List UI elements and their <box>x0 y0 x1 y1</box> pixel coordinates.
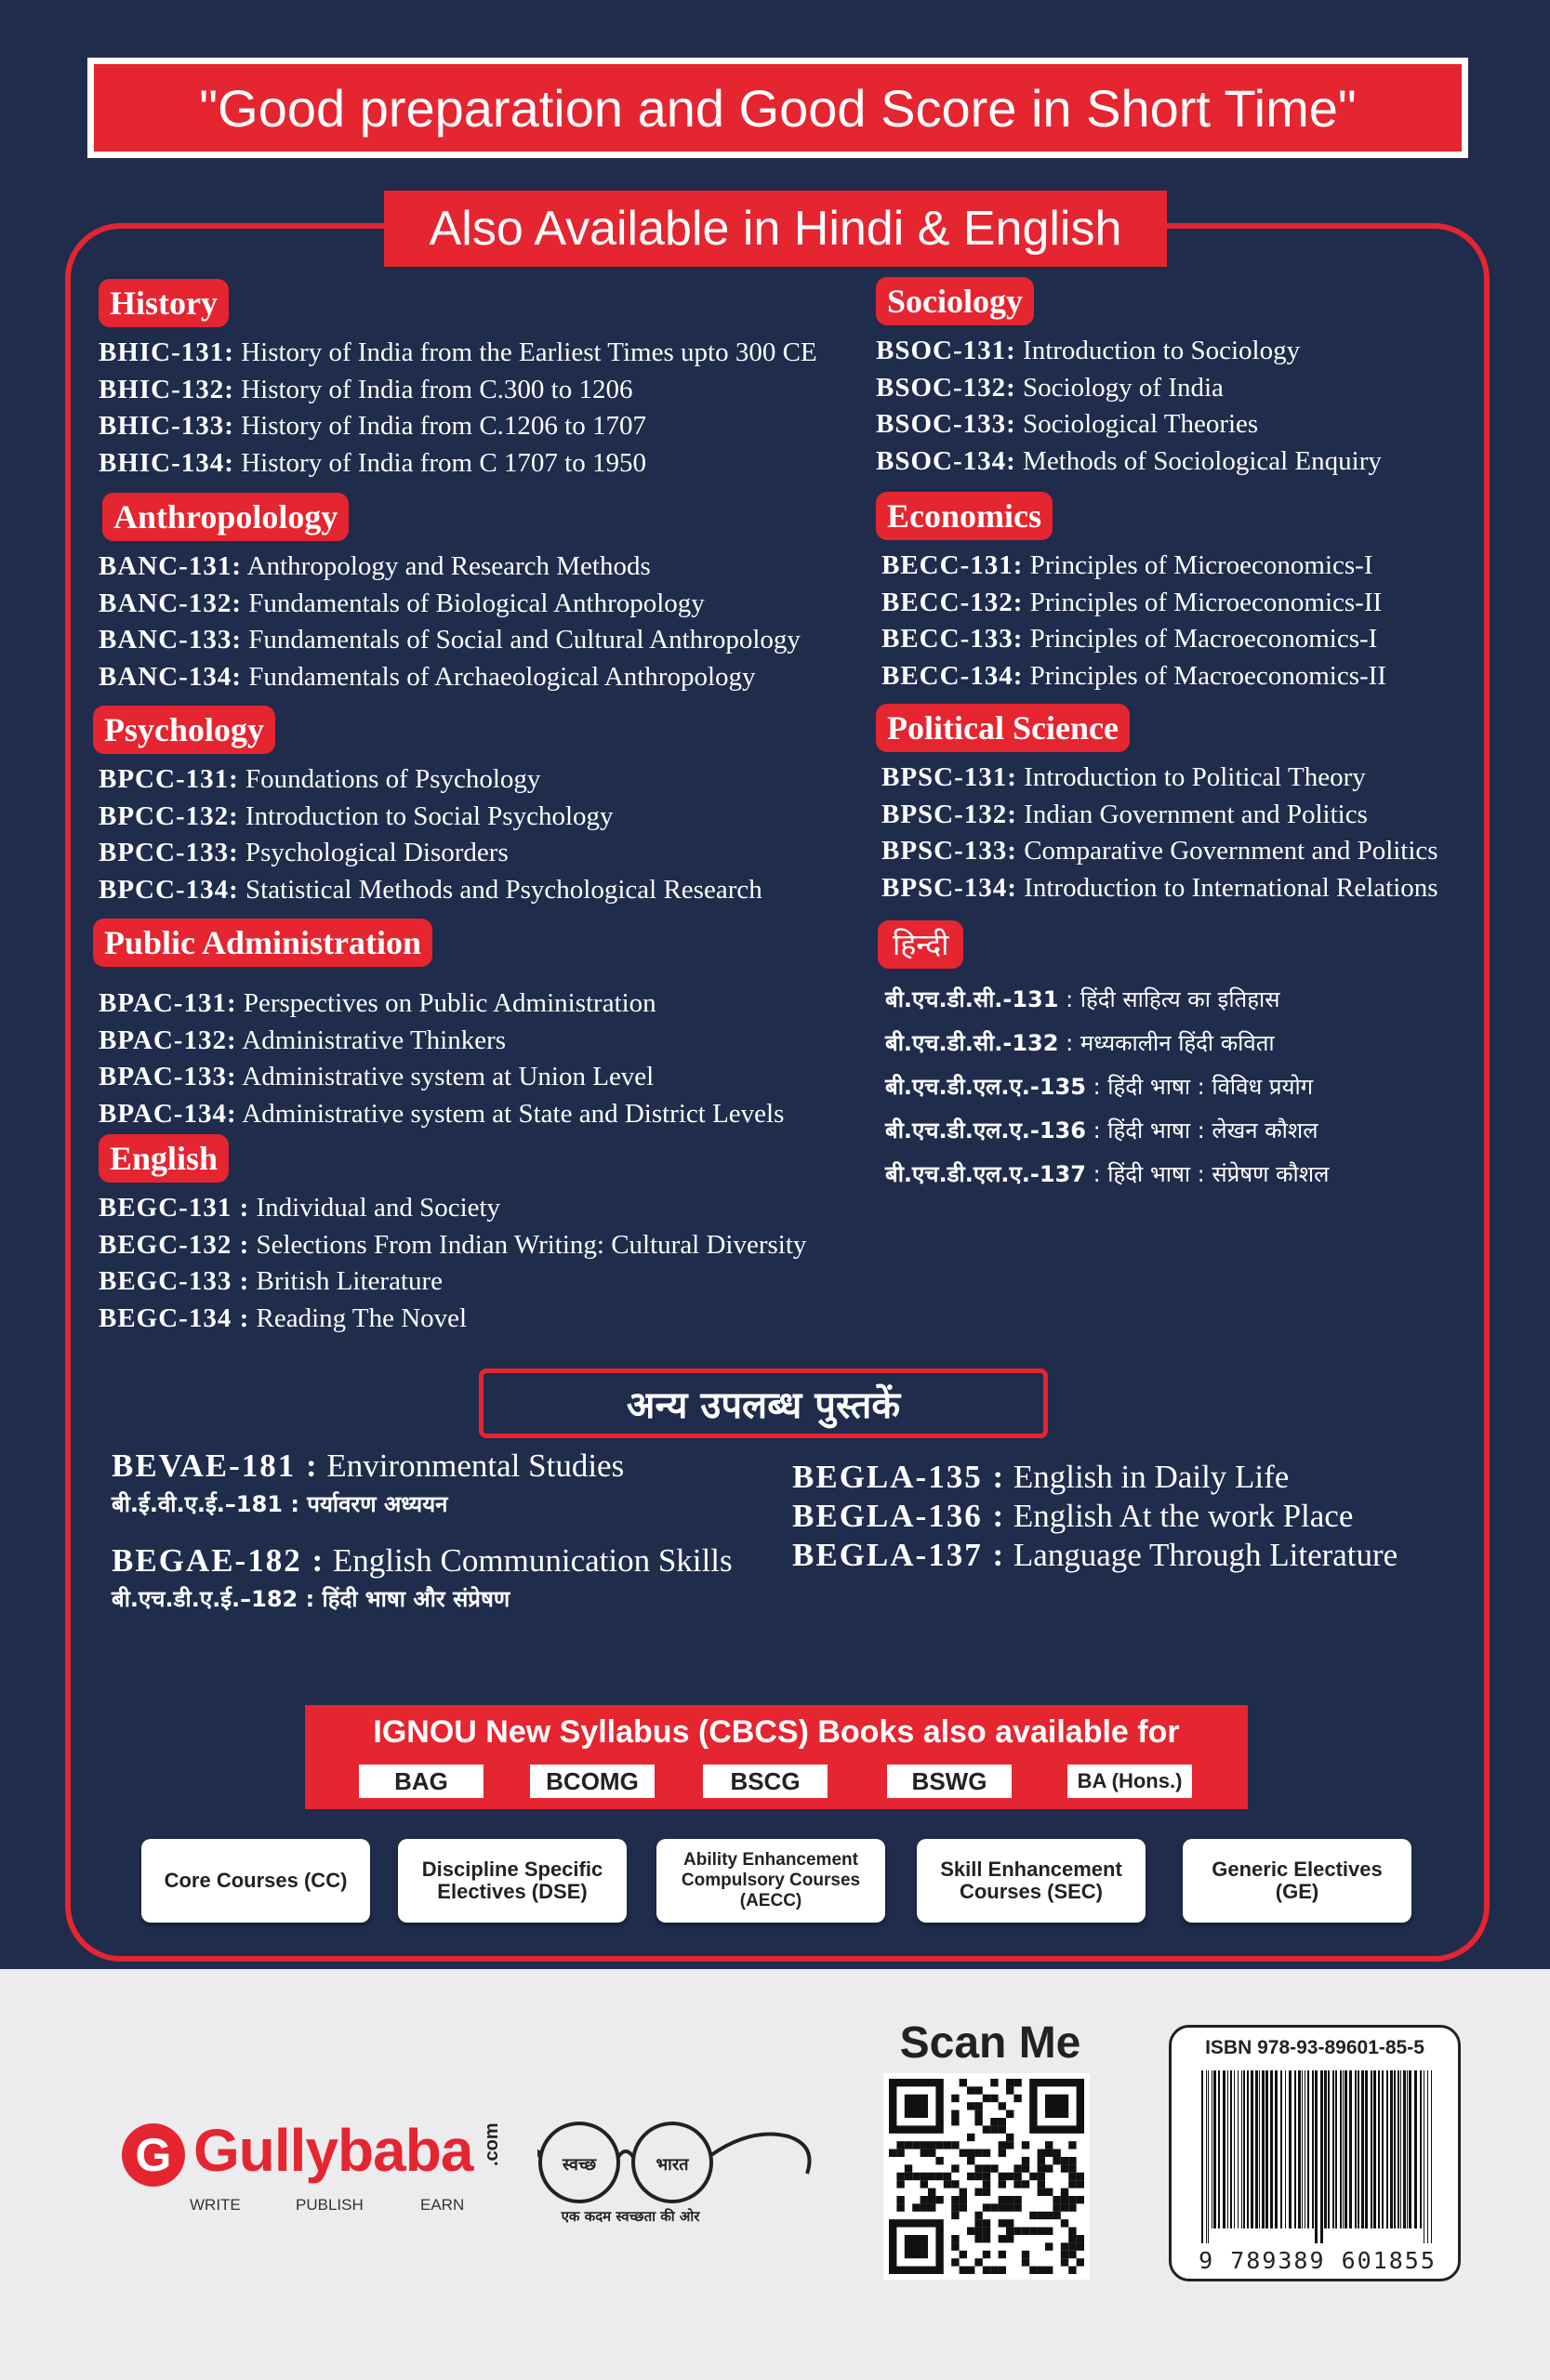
section-title: Psychology <box>93 706 275 754</box>
list-item: BECC-134: Principles of Macroeconomics-II <box>881 660 1386 691</box>
list-item: BECC-131: Principles of Microeconomics-I <box>881 550 1373 580</box>
book-item: BEGAE-182 : English Communication Skills <box>112 1542 733 1579</box>
isbn-barcode <box>1169 2025 1461 2281</box>
swachh-left-text: स्वच्छ <box>562 2155 597 2175</box>
cbcs-title: IGNOU New Syllabus (CBCS) Books also available for <box>373 1714 1180 1750</box>
section-psychology <box>93 706 883 908</box>
availability-text: Also Available in Hindi & English <box>429 202 1122 256</box>
section-title: Anthropolology <box>102 493 349 541</box>
list-item: BHIC-131: History of India from the Earliest Times upto 300 CE <box>99 337 817 367</box>
section-anthropology <box>99 493 889 695</box>
list-item: BECC-133: Principles of Macroeconomics-I <box>881 624 1378 654</box>
isbn-text: ISBN 978-93-89601-85-5 <box>1205 2037 1424 2058</box>
list-item: BHIC-132: History of India from C.300 to 1206 <box>99 374 633 404</box>
other-books-left <box>112 1447 733 1618</box>
swachh-right-text: भारत <box>656 2155 689 2175</box>
section-hindi <box>878 920 1491 1197</box>
program-chip: BA (Hons.) <box>1067 1765 1192 1798</box>
course-card: Discipline Specific Electives (DSE) <box>398 1839 627 1923</box>
logo-tagline-write: WRITE <box>190 2196 241 2214</box>
list-item: BANC-132: Fundamentals of Biological Anthropology <box>99 588 705 618</box>
qr-code-icon <box>889 2079 1084 2274</box>
list-item: BANC-134: Fundamentals of Archaeological Anthropology <box>99 661 756 692</box>
logo-tagline-earn: EARN <box>420 2196 465 2214</box>
list-item: BANC-133: Fundamentals of Social and Cultural Anthropology <box>99 625 801 654</box>
cbcs-banner <box>305 1705 1248 1809</box>
list-item: BHIC-133: History of India from C.1206 to 1707 <box>99 411 646 441</box>
list-item: BSOC-133: Sociological Theories <box>876 409 1259 439</box>
course-card: Generic Electives (GE) <box>1183 1839 1411 1923</box>
list-item: BHIC-134: History of India from C 1707 to 1950 <box>99 447 646 478</box>
other-books-right <box>792 1458 1398 1575</box>
section-english <box>99 1134 889 1337</box>
section-title: English <box>99 1134 229 1183</box>
section-public-administration <box>93 919 883 1132</box>
logo-domain: .com <box>482 2122 502 2166</box>
scan-me-label: Scan Me <box>899 2018 1081 2068</box>
section-title: History <box>99 279 229 327</box>
slogan-text: "Good preparation and Good Score in Short Time" <box>199 78 1357 138</box>
swachh-caption: एक कदम स्वच्छता की ओर <box>561 2208 700 2225</box>
list-item: बी.एच.डी.एल.ए.-137 : हिंदी भाषा : संप्रेषण कौशल <box>885 1161 1330 1187</box>
list-item: BEGC-131 : Individual and Society <box>99 1193 501 1223</box>
qr-code <box>883 2073 1090 2280</box>
list-item: BPCC-132: Introduction to Social Psychology <box>99 800 614 831</box>
list-item: बी.एच.डी.सी.-132 : मध्यकालीन हिंदी कविता <box>885 1030 1275 1056</box>
list-item: BPSC-134: Introduction to International Relations <box>881 872 1438 903</box>
section-history <box>99 279 889 482</box>
book-item-hindi: बी.ई.वी.ए.ई.–181 : पर्यावरण अध्ययन <box>112 1491 448 1517</box>
list-item: BPAC-133: Administrative system at Union Level <box>99 1062 655 1091</box>
list-item: BEGC-134 : Reading The Novel <box>99 1302 468 1333</box>
list-item: BEGC-133 : British Literature <box>99 1266 444 1296</box>
section-title: Sociology <box>876 277 1034 325</box>
list-item: BSOC-132: Sociology of India <box>876 372 1224 403</box>
section-political-science <box>876 704 1490 906</box>
section-economics <box>876 492 1490 694</box>
book-item: BEGLA-135 : English in Daily Life <box>792 1459 1290 1495</box>
list-item: बी.एच.डी.एल.ए.-136 : हिंदी भाषा : लेखन कौशल <box>885 1117 1318 1144</box>
list-item: BPAC-132: Administrative Thinkers <box>99 1025 507 1055</box>
barcode-digits: 9 789389 601855 <box>1199 2247 1437 2274</box>
list-item: BPCC-134: Statistical Methods and Psychological Research <box>99 874 762 905</box>
list-item: BPAC-131: Perspectives on Public Administration <box>99 988 656 1018</box>
section-title: Public Administration <box>93 919 432 967</box>
book-item: BEGLA-136 : English At the work Place <box>792 1498 1354 1534</box>
list-item: BPCC-133: Psychological Disorders <box>99 838 509 867</box>
list-item: BSOC-134: Methods of Sociological Enquiry <box>876 445 1382 476</box>
gullybaba-logo-text: Gullybaba <box>193 2117 473 2184</box>
list-item: BPSC-133: Comparative Government and Politics <box>881 836 1438 866</box>
list-item: BEGC-132 : Selections From Indian Writing: Cultural Diversity <box>99 1229 807 1260</box>
program-chip: BSCG <box>703 1765 828 1798</box>
program-chip: BCOMG <box>530 1765 655 1798</box>
book-item-hindi: बी.एच.डी.ए.ई.–182 : हिंदी भाषा और संप्रेषण <box>112 1586 510 1612</box>
section-title: Economics <box>876 492 1053 540</box>
program-chip: BSWG <box>887 1765 1012 1798</box>
other-books-title: अन्य उपलब्ध पुस्तकें <box>479 1368 1048 1438</box>
list-item: BANC-131: Anthropology and Research Methods <box>99 551 651 581</box>
list-item: BSOC-131: Introduction to Sociology <box>876 336 1301 365</box>
slogan-banner <box>87 58 1468 158</box>
list-item: BPSC-131: Introduction to Political Theory <box>881 762 1366 792</box>
course-card: Ability Enhancement Compulsory Courses (AECC) <box>656 1839 885 1923</box>
book-item: BEVAE-181 : Environmental Studies <box>112 1448 625 1484</box>
list-item: बी.एच.डी.एल.ए.-135 : हिंदी भाषा : विविध प्रयोग <box>885 1074 1314 1100</box>
list-item: बी.एच.डी.सी.-131 : हिंदी साहित्य का इतिहास <box>885 986 1280 1012</box>
course-card: Core Courses (CC) <box>141 1839 370 1923</box>
logo-tagline-publish: PUBLISH <box>296 2196 364 2214</box>
list-item: BECC-132: Principles of Microeconomics-II <box>881 587 1383 617</box>
list-item: BPAC-134: Administrative system at State and District Levels <box>99 1098 785 1129</box>
section-sociology <box>876 277 1490 480</box>
list-item: BPSC-132: Indian Government and Politics <box>881 799 1368 829</box>
book-item: BEGLA-137 : Language Through Literature <box>792 1537 1398 1573</box>
program-chip: BAG <box>359 1765 484 1798</box>
swachh-bharat-glasses-icon <box>537 2099 826 2211</box>
availability-banner <box>384 191 1167 267</box>
course-card: Skill Enhancement Courses (SEC) <box>917 1839 1146 1923</box>
section-title: Political Science <box>876 704 1130 752</box>
barcode-icon <box>1198 2070 1437 2243</box>
gullybaba-logo-icon: G <box>122 2123 185 2187</box>
list-item: BPCC-131: Foundations of Psychology <box>99 764 541 794</box>
section-title: हिन्दी <box>878 920 963 969</box>
